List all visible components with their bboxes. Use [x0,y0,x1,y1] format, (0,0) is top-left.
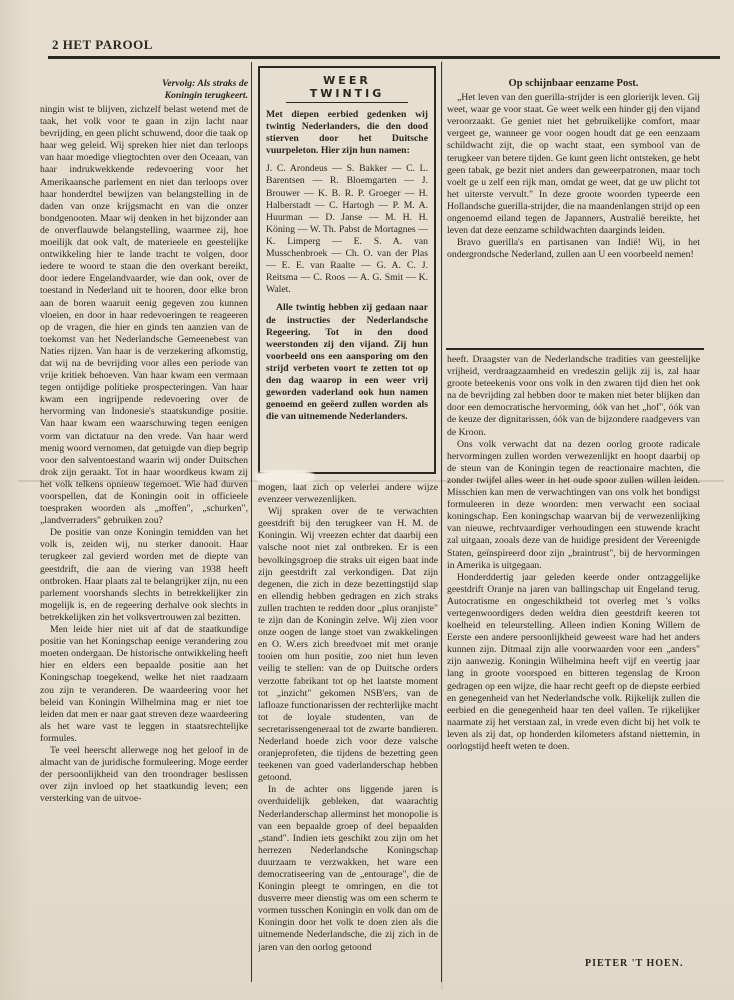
continuation-heading-line-1: Vervolg: Als straks de [161,78,248,89]
page-number: 2 [52,37,59,52]
paragraph: Honderddertig jaar geleden keerde onder ontzaggelijke geestdrift Oranje na jaren van ballingschap uit Engeland terug. Autocratisme en ongeschiktheid tot overleg met 's volks vertegenwoordigers deden weldra dien geestdrift keeren tot koelheid en teleurstelling. Alleen indien Koning Willem de Eerste een andere persoonlijkheid geweest ware had het anders kunnen zijn. Ditmaal zijn alle voorwaarden voor een „anders" zijn aanwezig. Koningin Wilhelmina heeft vijf en veertig jaar lang in groote voorspoed en bitteren tegenslag de Kroon gedragen op een wijze, die haar recht geeft op de diepste eerbied en genegenheid van het Nederlandsche volk. Rijkelijk zullen die eerbied en die genegenheid haar ten deel vallen. Te rijkelijker naarmate zij het verstaan zal, in vrede even dicht bij het volk te leven als zij dat, op honderden kilometers afstand niettemin, in oorlogstijd heeft weten te doen. [447,571,700,752]
paragraph: Bravo guerilla's en partisanen van Indië! Wij, in het ondergrondsche Nederland, zullen aan U een voorbeeld nemen! [447,237,700,261]
paragraph: De positie van onze Koningin temidden van het volk is, zeiden wij, nu sterker danooit. Haar terugkeer zal gevierd worden met de diepte van geestdrift, die aan de viering van 1938 heeft ontbroken. Haar plaats zal te belangrijker zijn, nu een parlement voorshands slechts in betrekkelijker zin mogelijk is, en de regeering derhalve ook slechts in betrekkelijken zin het volksvertrouwen zal bezitten. [40,527,248,623]
guerilla-article [447,78,700,346]
paragraph: Wij spraken over de te verwachten geestdrift bij den terugkeer van H. M. de Koningin. Wij vreezen echter dat daarbij een valsche noot niet zal ontbreken. Er is een bevolkingsgroep die straks uit eigen baat inde zijn geestdrift zal verkondigen. Dat zijn degenen, die zich in deze bezettingstijd slap en ellendig hebben gedragen en zich straks zullen trachten te redden door „plus oranjiste" te zijn dan de Koningin zelve. Wij zien voor onze oogen de lange stoet van zwakkelingen en O. W.ers zich breedvoet mit met oranje tooien om hun positie, zoo niet hun leven veilig te stellen: van de op Duitsche orders verzotte fabrikant tot op het laatste moment tot „inzicht" gekomen NSB'ers, van de lafloaze functionarissen der rechterlijke macht tot de loyale studenten, van de secretarissengeneraal tot de zwarte bandieren. Nederland hoede zich voor deze valsche oranjeprofeten, die tijdens de bezetting geen teekenen van goed vaderlanderschap hebben getoond. [258,506,438,784]
memorial-outro: Alle twintig hebben zij gedaan naar de instructies der Nederlandsche Regeering. Tot in den dood weerstonden zij den vijand. Zij hun voorbeeld ons een aansporing om den strijd verbeten voort te zetten tot op den dag waarop in een weer vrij geworden vaderland ook hun namen genoemd en geëerd zullen worden als die van uitnemende Nederlanders. [266,302,428,423]
article-column-middle [258,482,438,982]
memorial-intro: Met diepen eerbied gedenken wij twintig Nederlanders, die den dood stierven door het Duitsche vuurpeleton. Hier zijn hun namen: [266,109,428,157]
column-rule-right [441,62,442,982]
memorial-title: WEER TWINTIG [286,74,408,103]
memorial-box [258,66,436,474]
guerilla-article-title: Op schijnbaar eenzame Post. [508,78,639,89]
paragraph: Ons volk verwacht dat na dezen oorlog groote radicale hervormingen zullen worden verwezenlijkt en hoopt daarbij op de steun van de Koningin tegen de reactionaire machten, die zonder twijfel alles weer in het oude spoor zullen willen leiden. Misschien kan men de verwachtingen van ons volk het bondigst formuleeren in deze woorden: men verwacht een sociaal koningschap. Een koningschap waarvan bij de verwezenlijking van nieuwe, rechtvaardiger verhoudingen een stuwende kracht zal uitgaan, zooals deze van de huidige president der Vereenigde Staten, geïnspireerd door zijn „braintrust", bij de hervormingen in Amerika is uitgegaan. [447,438,700,571]
paragraph: In de achter ons liggende jaren is overduidelijk gebleken, dat waarachtig Nederlanderschap allerminst het monopolie is van een bepaalde groep of deel bepaalden „stand". Indien iets geschikt zou zijn om het herrezen Nederlandsche Koningschap duurzaam te verzwakken, het ware een democratiseering van de „entourage", die de Koningin pleegt te omringen, en die tot dusverre meer dienstig was om een scherm te vormen tusschen Koningin en volk dan om de Koningin door het volk te doen zien als die uitnemende Nederlandsche, die zij zich in de jaren van den oorlog getoond [258,784,438,953]
section-rule [446,348,704,350]
continuation-heading-line-2: Koningin terugkeert. [164,90,248,101]
article-column-continued [40,78,248,978]
newspaper-title: HET PAROOL [62,37,153,52]
author-signature: PIETER 'T HOEN. [585,958,684,969]
paragraph: mogen, laat zich op velerlei andere wijze evenzeer verwezenlijken. [258,482,438,506]
paragraph: ningin wist te blijven, zichzelf belast wetend met de taak, het volk voor te gaan in zijn lacht naar bevrijding, en geen plicht schuwend, door die taak op haar weg geleid. Wij spreken hier niet dan terloops van haar moedige vliegtochten over den Oceaan, van haar indrukwekkende redevoering voor het Amerikaansche parlement en niet dan terloops over haar honderdtel bewijzen van belangstelling in de daden van onze krijgsmacht en van die onzer bondgenooten. Maar wij denken in het bijzonder aan de onverflauwde belangstelling, waarmee zij, hoe moeilijk dat ook valt, de materieele en geestelijke ontwikkeling hier te lande tracht te volgen, door iedere te woord te staan die den overkant bereikt, door iedere Engelandvaarder, wie dan ook, over de toestand in Nederland uit te hooren, door elke bron aan de boren waaruit eenig gegeven zou kunnen vloeien, en door in haar redevoeringen te reageeren op de vragen, die hier en ginds ten aanzien van de toekomst van het Nederlandsche Gemeenebest van Naties rijzen. Van haar is de verzekering afkomstig, dat wij na de bevrijding voor alles een periode van vrije kritiek behoeven. Van haar kwam een vermaan tegen ontijdige politieke prospecteringen. Van haar kwam een ingrijpende redevoering over de hervorming van Indonesie's staatskundige positie. Van haar kwam een waarschuwing tegen eenigen vorm van dictatuur na den vrede. Van haar werd menig woord vernomen, dat getuigde van diep begrip voor den salventoestand waarin wij onder Duitschen drok zijn geraakt. Tot in haar woordkeus kwam zij het volk telkens opnieuw tegemoet. Wie had durven voorspellen, dat de Koningin ooit in officieele toespraken woorden als „moffen", „schurken", „landverraders" gebruiken zou? [40,104,248,527]
article-column-right [447,354,700,954]
paragraph: Men leide hier niet uit af dat de staatkundige positie van het Koningschap eenige verandering zou moeten ondergaan. De historische ontwikkeling heeft hier en elders een bepaalde positie aan het Koningschap toegekend, welke het niet raadzaam zou zijn te veranderen. De waardeering voor het beleid van Koningin Wilhelmina mag er niet toe leiden dat men er naar gaat streven deze waardeering als het ware vast te leggen in staatsrechtelijke formules. [40,624,248,744]
continuation-heading [40,78,248,102]
paragraph: „Het leven van den guerilla-strijder is een glorierijk leven. Gij weet, waar ge voor staat. Ge weet welk een hinder gij den vijand veroorzaakt. Ge geniet niet het gebruikelijke comfort, maar vergeet ge, wanneer ge voor oogen houdt dat ge een eenzaam schildwacht zijt, die op wacht staat, een symbool van de terugkeer van betere tijden. Ge kunt geen licht ontsteken, ge hebt geen tabak, ge bezit niet anders dan geweerpatronen, maar toch voelt ge u zelf een rijk man, omdat ge weet, dat ge uw plicht tot het uiterste vervult." In deze groote woorden typeerde een Hollandsche guerilla-strijder, die na maandenlangen strijd op een ongenoemd eiland tegen de Japanners, Australië bereikte, het leven dat deze eenzame schildwachten daarginds leiden. [447,92,700,237]
paragraph: Te veel heerscht allerwege nog het geloof in de almacht van de juridische formuleering. Moge eerder der persoonlijkheid van den troondrager beslissen over zijn invloed op het staatkundig leven; een versterking van de uitvoe- [40,744,248,805]
column-rule-left [251,62,252,982]
header-rule [48,56,720,59]
page-header [52,37,153,53]
memorial-names: J. C. Arondeus — S. Bakker — C. L. Barentsen — R. Bloemgarten — J. Brouwer — K. B. R. P. Groeger — H. Halberstadt — C. Hartogh — P. M. A. Huurman — D. Janse — M. H. H. Köning — W. Th. Pabst de Mortagnes — K. Limperg — E. S. A. van Musschenbroek — Ch. O. van der Plas — E. E. van Raalte — G. A. C. J. Reitsma — C. Roos — A. G. Smit — K. Walet. [266,163,428,296]
paragraph: heeft. Draagster van de Nederlandsche tradities van geestelijke vrijheid, verdraagzaamheid en vredeszin gelijk zij is, zal haar groote beteekenis voor ons volk in den zwaren tijd dien het ook na de bevrijding zal hebben door te maken niet beter blijken dan door een democratische hervorming, óók van het „hof", óók van de keuze der dignitarissen, óók van de bijzondere raadgevers van de Kroon. [447,354,700,438]
